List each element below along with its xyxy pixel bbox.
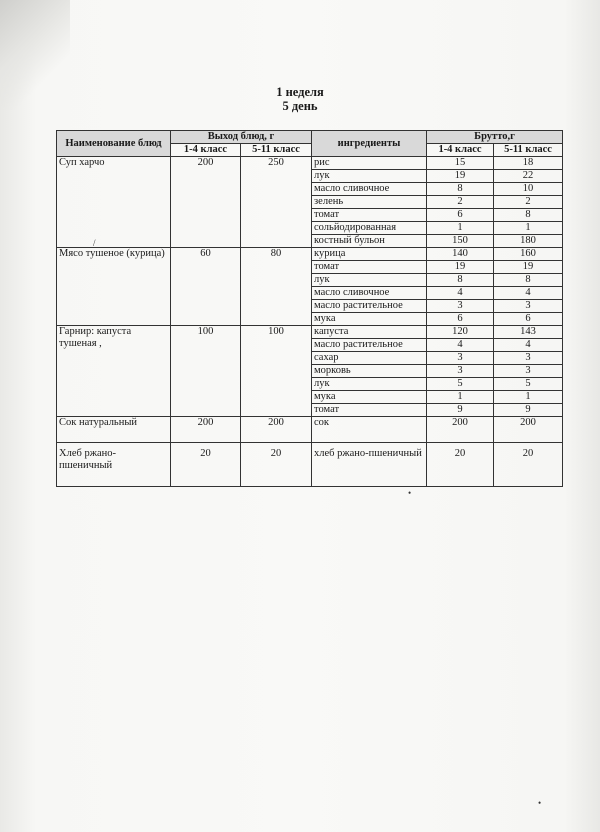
ingredient-name: сок (312, 417, 427, 443)
ingredient-name: масло растительное (312, 300, 427, 313)
gross-1-4: 200 (427, 417, 494, 443)
gross-1-4: 19 (427, 261, 494, 274)
gross-5-11: 9 (494, 404, 563, 417)
gross-1-4: 3 (427, 365, 494, 378)
ingredient-name: масло сливочное (312, 287, 427, 300)
gross-5-11: 3 (494, 300, 563, 313)
gross-1-4: 4 (427, 287, 494, 300)
ingredient-name: мука (312, 391, 427, 404)
gross-1-4: 1 (427, 391, 494, 404)
ingredient-name: томат (312, 209, 427, 222)
gross-5-11: 10 (494, 183, 563, 196)
dish-output-5-11: 80 (241, 248, 312, 326)
gross-5-11: 200 (494, 417, 563, 443)
ingredient-name: масло сливочное (312, 183, 427, 196)
ingredient-name: сольйодированная (312, 222, 427, 235)
ingredient-name: сахар (312, 352, 427, 365)
ingredient-name: курица (312, 248, 427, 261)
table-row (57, 417, 563, 443)
menu-body (57, 157, 563, 487)
ingredient-name: рис (312, 157, 427, 170)
gross-5-11: 18 (494, 157, 563, 170)
gross-1-4: 140 (427, 248, 494, 261)
gross-5-11: 3 (494, 365, 563, 378)
dish-name: Гарнир: капуста тушеная , (57, 326, 171, 417)
gross-5-11: 8 (494, 209, 563, 222)
dish-output-1-4: 20 (171, 443, 241, 487)
gross-5-11: 4 (494, 339, 563, 352)
gross-1-4: 150 (427, 235, 494, 248)
header-output: Выход блюд, г (171, 131, 312, 144)
dish-output-5-11: 200 (241, 417, 312, 443)
dish-output-1-4: 200 (171, 157, 241, 248)
gross-1-4: 1 (427, 222, 494, 235)
dish-output-1-4: 100 (171, 326, 241, 417)
header-output-5-11: 5-11 класс (241, 144, 312, 157)
table-row (57, 443, 563, 487)
gross-1-4: 6 (427, 313, 494, 326)
gross-1-4: 120 (427, 326, 494, 339)
week-title: 1 неделя (276, 85, 324, 99)
gross-1-4: 4 (427, 339, 494, 352)
ingredient-name: лук (312, 378, 427, 391)
gross-5-11: 3 (494, 352, 563, 365)
ingredient-name: капуста (312, 326, 427, 339)
ingredient-name: томат (312, 404, 427, 417)
gross-5-11: 6 (494, 313, 563, 326)
dish-output-5-11: 100 (241, 326, 312, 417)
gross-5-11: 4 (494, 287, 563, 300)
ingredient-name: костный бульон (312, 235, 427, 248)
ingredient-name: зелень (312, 196, 427, 209)
gross-1-4: 8 (427, 274, 494, 287)
gross-1-4: 20 (427, 443, 494, 487)
dish-output-5-11: 20 (241, 443, 312, 487)
dish-output-1-4: 60 (171, 248, 241, 326)
ingredient-name: хлеб ржано-пшеничный (312, 443, 427, 487)
ingredient-name: томат (312, 261, 427, 274)
header-ingredients: ингредиенты (312, 131, 427, 157)
dish-name: Хлеб ржано-пшеничный (57, 443, 171, 487)
menu-table (56, 130, 563, 487)
gross-1-4: 19 (427, 170, 494, 183)
gross-5-11: 1 (494, 391, 563, 404)
ingredient-name: масло растительное (312, 339, 427, 352)
ingredient-name: лук (312, 274, 427, 287)
pen-mark: / (93, 238, 96, 248)
gross-5-11: 160 (494, 248, 563, 261)
dish-output-5-11: 250 (241, 157, 312, 248)
gross-5-11: 19 (494, 261, 563, 274)
header-dish: Наименование блюд (57, 131, 171, 157)
gross-1-4: 8 (427, 183, 494, 196)
gross-5-11: 5 (494, 378, 563, 391)
gross-5-11: 20 (494, 443, 563, 487)
gross-1-4: 15 (427, 157, 494, 170)
gross-5-11: 22 (494, 170, 563, 183)
table-row (57, 248, 563, 261)
dish-name: Сок натуральный (57, 417, 171, 443)
gross-1-4: 5 (427, 378, 494, 391)
ingredient-name: мука (312, 313, 427, 326)
header-output-1-4: 1-4 класс (171, 144, 241, 157)
gross-5-11: 2 (494, 196, 563, 209)
header-gross-5-11: 5-11 класс (494, 144, 563, 157)
table-row (57, 326, 563, 339)
gross-5-11: 180 (494, 235, 563, 248)
dish-name: Суп харчо (57, 157, 171, 248)
gross-1-4: 6 (427, 209, 494, 222)
gross-5-11: 143 (494, 326, 563, 339)
table-row (57, 157, 563, 170)
gross-5-11: 8 (494, 274, 563, 287)
day-title: 5 день (282, 99, 318, 113)
ingredient-name: лук (312, 170, 427, 183)
gross-1-4: 3 (427, 300, 494, 313)
header-gross-1-4: 1-4 класс (427, 144, 494, 157)
ink-dot: • (538, 798, 542, 808)
ingredient-name: морковь (312, 365, 427, 378)
header-gross: Брутто,г (427, 131, 563, 144)
gross-5-11: 1 (494, 222, 563, 235)
ink-dot: • (408, 488, 412, 498)
dish-output-1-4: 200 (171, 417, 241, 443)
dish-name: Мясо тушеное (курица) (57, 248, 171, 326)
gross-1-4: 9 (427, 404, 494, 417)
gross-1-4: 3 (427, 352, 494, 365)
gross-1-4: 2 (427, 196, 494, 209)
